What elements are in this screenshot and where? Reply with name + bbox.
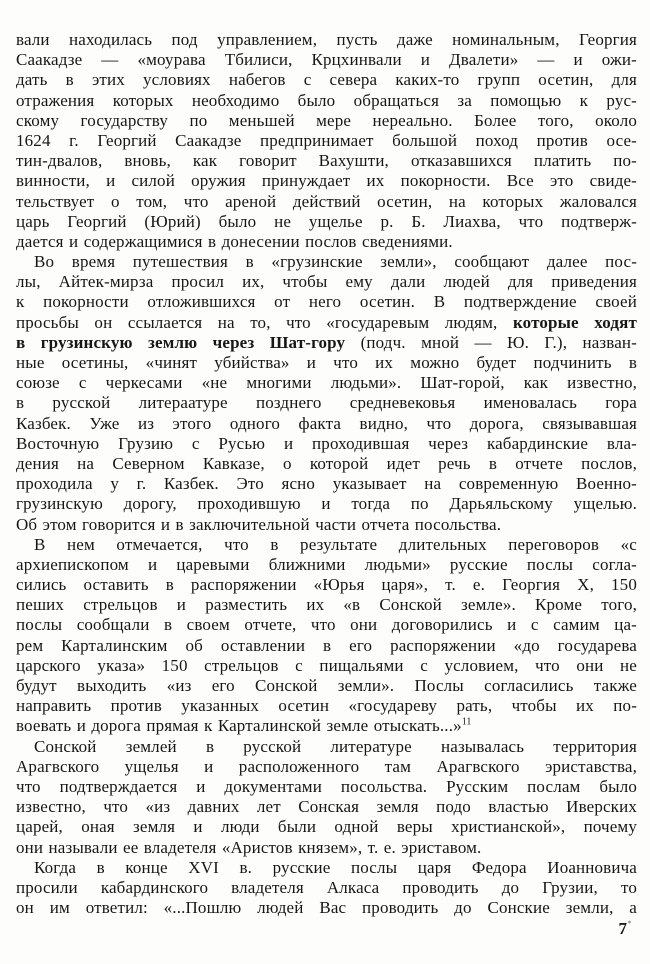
text-segment: вали находилась под управлением, пусть даже номинальным, Георгия bbox=[16, 30, 637, 49]
text-segment: Казбек. Уже из этого одного факта видно, что дорога, связывавшая bbox=[16, 413, 637, 433]
page-number bbox=[619, 919, 633, 939]
text-line bbox=[16, 696, 637, 716]
text-segment: союзе с черкесами «не многими людьми». Шат-горой, как известно, bbox=[16, 373, 637, 393]
text-line bbox=[16, 192, 637, 212]
text-line bbox=[16, 91, 637, 111]
text-line bbox=[16, 838, 637, 858]
text-segment: дать в этих условиях набегов с севера каких-то групп осетин, для bbox=[16, 70, 637, 90]
text-segment: дается и содержащимися в донесении послов сведениями. bbox=[16, 231, 453, 251]
text-segment: (подч. мной — Ю. Г.), назван- bbox=[360, 332, 637, 352]
text-segment: тин-двалов, вновь, как говорит Вахушти, отказавшихся платить по- bbox=[16, 151, 637, 171]
text-segment: будут выходить «из его Сонской земли». Послы согласились также bbox=[16, 676, 637, 695]
emphasized-text: в грузинскую землю через Шат-гору bbox=[16, 332, 361, 352]
text-segment: Арагвского ущелья и расположенного там Арагвского эриставства, bbox=[16, 756, 637, 776]
footnote-reference: 11 bbox=[461, 716, 472, 728]
text-line bbox=[16, 757, 637, 777]
text-line bbox=[16, 171, 637, 191]
text-line bbox=[16, 50, 637, 70]
text-segment: проходила у г. Казбек. Это ясно указывает на современную Военно- bbox=[16, 474, 637, 494]
text-segment: царь Георгий (Юрий) было не ущелье р. Б. Лиахва, что подтверж- bbox=[16, 211, 637, 231]
text-line bbox=[16, 212, 637, 232]
text-line bbox=[16, 70, 637, 90]
text-line bbox=[16, 272, 637, 292]
text-line bbox=[16, 575, 637, 595]
text-line bbox=[16, 474, 637, 494]
text-segment: рем Карталинским об оставлении в его распоряжении «до государева bbox=[16, 635, 637, 655]
page-text bbox=[16, 30, 637, 918]
text-line bbox=[16, 454, 637, 474]
text-line bbox=[16, 656, 637, 676]
text-line bbox=[16, 131, 637, 151]
text-segment: что подтверждается и документами посольства. Русским послам было bbox=[16, 776, 637, 796]
text-segment: Сонской землей в русской литературе называлась территория bbox=[34, 736, 637, 756]
text-segment: грузинскую дорогу, проходившую и тогда по Дарьяльскому ущелью. bbox=[16, 494, 637, 514]
text-segment: к покорности отложившихся от него осетин. В подтверждение своей bbox=[16, 292, 637, 312]
text-segment: послы сообщали в своем отчете, что они договорились и с самим ца- bbox=[16, 615, 637, 635]
text-segment: царского указа» 150 стрельцов с пищальями с условием, что они не bbox=[16, 655, 637, 675]
text-line bbox=[16, 878, 637, 898]
text-line bbox=[16, 716, 637, 736]
page-number-value: 7 bbox=[618, 919, 628, 938]
text-line bbox=[16, 595, 637, 615]
text-segment: они называли ее владетеля «Аристов князем», т. е. эриставом. bbox=[16, 837, 482, 857]
text-segment: винности, и силой оружия принуждает их покорности. Все это свиде- bbox=[16, 171, 637, 191]
text-segment: он им ответил: «...Пошлю людей Вас проводить до Сонские земли, а bbox=[16, 898, 637, 918]
text-line bbox=[16, 676, 637, 696]
text-segment: Восточную Грузию с Русью и проходившая через кабардинские вла- bbox=[16, 433, 637, 453]
text-segment: просили кабардинского владетеля Алкаса проводить до Грузии, то bbox=[16, 877, 637, 897]
text-line bbox=[16, 353, 637, 373]
text-segment: дения на Северном Кавказе, о которой идет речь в отчете послов, bbox=[16, 453, 637, 473]
text-line bbox=[16, 777, 637, 797]
text-segment: Об этом говорится и в заключительной части отчета посольства. bbox=[16, 514, 502, 534]
text-segment: В нем отмечается, что в результате длительных переговоров «с bbox=[34, 534, 637, 554]
emphasized-text: которые ходят bbox=[512, 312, 637, 332]
text-line bbox=[16, 737, 637, 757]
text-line bbox=[16, 858, 637, 878]
text-line bbox=[16, 898, 637, 918]
text-line bbox=[16, 434, 637, 454]
text-segment: отражения которых необходимо было обращаться за помощью к рус- bbox=[16, 90, 637, 110]
text-segment: Когда в конце XVI в. русские послы царя Федора Иоанновича bbox=[34, 857, 637, 877]
text-segment: воевать и дорога прямая к Карталинской земле отыскать...» bbox=[16, 716, 462, 736]
text-line bbox=[16, 636, 637, 656]
page-number-mark: * bbox=[627, 919, 632, 928]
text-line bbox=[16, 535, 637, 555]
text-line bbox=[16, 111, 637, 131]
text-segment: скому государству по меньшей мере нереально. Более того, около bbox=[16, 110, 637, 130]
text-line bbox=[16, 232, 637, 252]
text-segment: в русской литераатуре позднего средневековья именовалась гора bbox=[16, 393, 637, 413]
text-segment: Саакадзе — «моурава Тбилиси, Крцхинвали и Двалети» — и ожи- bbox=[16, 50, 637, 70]
text-segment: пеших стрельцов и разместить их «в Сонской земле». Кроме того, bbox=[16, 595, 637, 615]
text-line bbox=[16, 252, 637, 272]
text-segment: архиепископом и царевыми ближними людьми» русские послы согла- bbox=[16, 554, 637, 574]
text-line bbox=[16, 30, 637, 50]
text-segment: тельствует о том, что ареной действий осетин, на которых жаловался bbox=[16, 191, 637, 211]
text-line bbox=[16, 817, 637, 837]
text-line bbox=[16, 797, 637, 817]
text-segment: 1624 г. Георгий Саакадзе предпринимает большой поход против осе- bbox=[16, 130, 637, 150]
text-segment: царей, оная земля и люди были одной веры христианской», почему bbox=[16, 817, 637, 837]
text-segment: известно, что «из давних лет Сонская земля подо властью Иверских bbox=[16, 797, 637, 817]
text-segment: Во время путешествия в «грузинские земли», сообщают далее пос- bbox=[34, 252, 637, 272]
text-line bbox=[16, 515, 637, 535]
text-segment: ные осетины, «чинят убийства» и что их можно будет подчинить в bbox=[16, 353, 637, 372]
text-segment: сились оставить в распоряжении «Юрья царя», т. е. Георгия X, 150 bbox=[16, 575, 637, 595]
text-line bbox=[16, 494, 637, 514]
text-line bbox=[16, 292, 637, 312]
text-line bbox=[16, 414, 637, 434]
text-line bbox=[16, 313, 637, 333]
text-segment: лы, Айтек-мирза просил их, чтобы ему дали людей для приведения bbox=[16, 272, 637, 292]
text-line bbox=[16, 393, 637, 413]
text-line bbox=[16, 151, 637, 171]
text-segment: направить против указанных осетин «государеву рать, чтобы их по- bbox=[16, 696, 637, 716]
text-segment: просьбы он ссылается на то, что «государевым людям, bbox=[16, 312, 513, 332]
text-line bbox=[16, 373, 637, 393]
text-line bbox=[16, 555, 637, 575]
text-line bbox=[16, 615, 637, 635]
text-line bbox=[16, 333, 637, 353]
